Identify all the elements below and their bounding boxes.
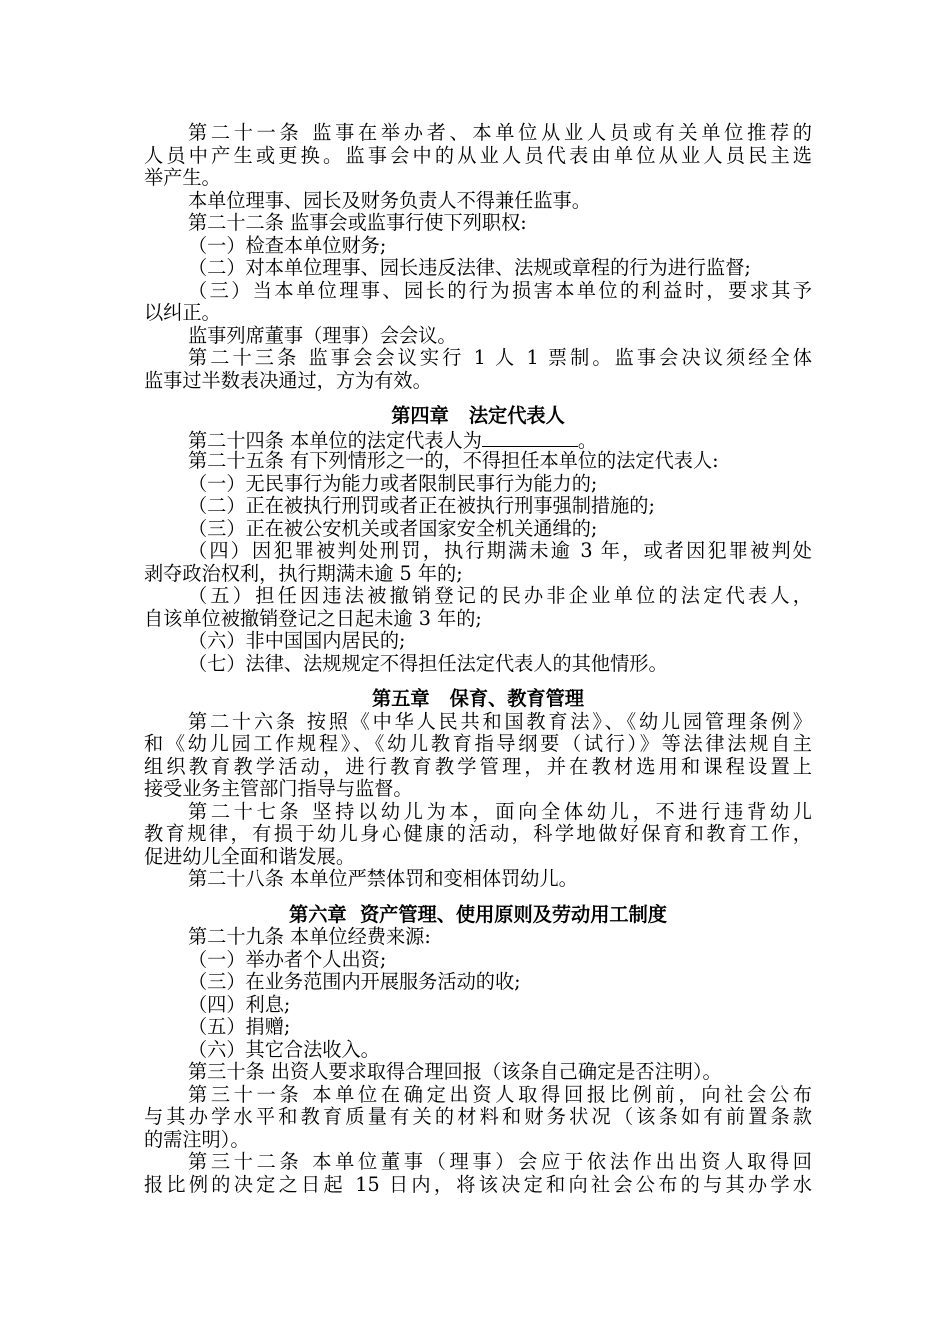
article-25-item-1: （一）无民事行为能力或者限制民事行为能力的; bbox=[188, 471, 598, 495]
article-31-line-2: 与其办学水平和教育质量有关的材料和财务状况（该条如有前置条款 bbox=[144, 1105, 812, 1128]
article-22-paragraph-2: 监事列席董事（理事）会会议。 bbox=[188, 323, 457, 347]
article-32-line-1: 第三十二条 本单位董事（理事）会应于依法作出出资人取得回 bbox=[188, 1150, 812, 1173]
article-25-item-7: （七）法律、法规规定不得担任法定代表人的其他情形。 bbox=[188, 651, 668, 675]
article-21-line-3: 举产生。 bbox=[144, 166, 221, 189]
article-24-end: 。 bbox=[577, 428, 598, 452]
article-21-paragraph-2: 本单位理事、园长及财务负责人不得兼任监事。 bbox=[188, 188, 591, 212]
article-22: 第二十二条 监事会或监事行使下列职权: bbox=[188, 211, 527, 234]
article-25-item-3: （三）正在被公安机关或者国家安全机关通缉的; bbox=[188, 516, 598, 540]
article-25-item-4-line-2: 剥夺政治权利，执行期满未逾 5 年的; bbox=[144, 561, 463, 585]
article-22-item-1: （一）检查本单位财务; bbox=[188, 233, 387, 257]
article-22-item-3-line-2: 以纠正。 bbox=[144, 301, 221, 324]
article-26-line-2: 和《幼儿园工作规程》、《幼儿教育指导纲要（试行）》等法律法规自主 bbox=[144, 732, 812, 755]
article-29-item-1: （一）举办者个人出资; bbox=[188, 947, 387, 971]
article-29-item-3: （三）在业务范围内开展服务活动的收; bbox=[188, 970, 521, 993]
article-29-item-4: （四）利息; bbox=[188, 992, 291, 1016]
article-27-line-1: 第二十七条 坚持以幼儿为本，面向全体幼儿，不进行违背幼儿 bbox=[188, 799, 812, 823]
article-25: 第二十五条 有下列情形之一的，不得担任本单位的法定代表人: bbox=[188, 449, 719, 472]
article-23-line-1: 第二十三条 监事会会议实行 1 人 1 票制。监事会决议须经全体 bbox=[188, 346, 812, 369]
article-24 bbox=[144, 428, 812, 451]
section-gap bbox=[144, 891, 812, 904]
article-31-line-1: 第三十一条 本单位在确定出资人取得回报比例前，向社会公布 bbox=[188, 1082, 812, 1106]
article-30: 第三十条 出资人要求取得合理回报（该条自己确定是否注明）。 bbox=[188, 1060, 722, 1083]
article-25-item-4-line-1: （四）因犯罪被判处刑罚，执行期满未逾 3 年，或者因犯罪被判处 bbox=[188, 539, 812, 562]
article-25-item-6: （六）非中国国内居民的; bbox=[188, 629, 406, 652]
article-29: 第二十九条 本单位经费来源: bbox=[188, 925, 431, 948]
article-22-item-3-line-1: （三）当本单位理事、园长的行为损害本单位的利益时，要求其予 bbox=[188, 278, 812, 302]
article-25-item-5-line-1: （五）担任因违法被撤销登记的民办非企业单位的法定代表人， bbox=[188, 584, 812, 607]
article-26-line-3: 组织教育教学活动，进行教育教学管理，并在教材选用和课程设置上 bbox=[144, 754, 812, 778]
article-22-item-2: （二）对本单位理事、园长违反法律、法规或章程的行为进行监督; bbox=[188, 256, 751, 279]
article-26-line-1: 第二十六条 按照《中华人民共和国教育法》、《幼儿园管理条例》 bbox=[188, 709, 812, 733]
article-27-line-2: 教育规律，有损于幼儿身心健康的活动，科学地做好保育和教育工作， bbox=[144, 822, 812, 845]
article-25-item-2: （二）正在被执行刑罚或者正在被执行刑事强制措施的; bbox=[188, 494, 655, 517]
article-24-text: 第二十四条 本单位的法定代表人为 bbox=[188, 428, 482, 452]
article-21-line-2: 人员中产生或更换。监事会中的从业人员代表由单位从业人员民主选 bbox=[144, 143, 812, 167]
article-25-item-5-line-2: 自该单位被撤销登记之日起未逾 3 年的; bbox=[144, 606, 482, 630]
article-21-line-1: 第二十一条 监事在举办者、本单位从业人员或有关单位推荐的 bbox=[188, 121, 812, 144]
chapter-5-heading: 第五章 保育、教育管理 bbox=[372, 687, 584, 710]
chapter-6-heading: 第六章 资产管理、使用原则及劳动用工制度 bbox=[289, 902, 667, 926]
document-page bbox=[144, 122, 812, 1196]
article-29-item-6: （六）其它合法收入。 bbox=[188, 1037, 380, 1061]
article-28: 第二十八条 本单位严禁体罚和变相体罚幼儿。 bbox=[188, 867, 578, 890]
article-32-line-2: 报比例的决定之日起 15 日内，将该决定和向社会公布的与其办学水 bbox=[144, 1172, 812, 1196]
article-29-item-5: （五）捐赠; bbox=[188, 1015, 291, 1038]
legal-representative-blank bbox=[482, 428, 578, 447]
article-31-line-3: 的需注明）。 bbox=[144, 1127, 250, 1151]
article-23-line-2: 监事过半数表决通过，方为有效。 bbox=[144, 368, 432, 392]
chapter-4-heading: 第四章 法定代表人 bbox=[391, 404, 565, 427]
article-27-line-3: 促进幼儿全面和谐发展。 bbox=[144, 844, 356, 868]
article-26-line-4: 接受业务主管部门指导与监督。 bbox=[144, 777, 413, 800]
